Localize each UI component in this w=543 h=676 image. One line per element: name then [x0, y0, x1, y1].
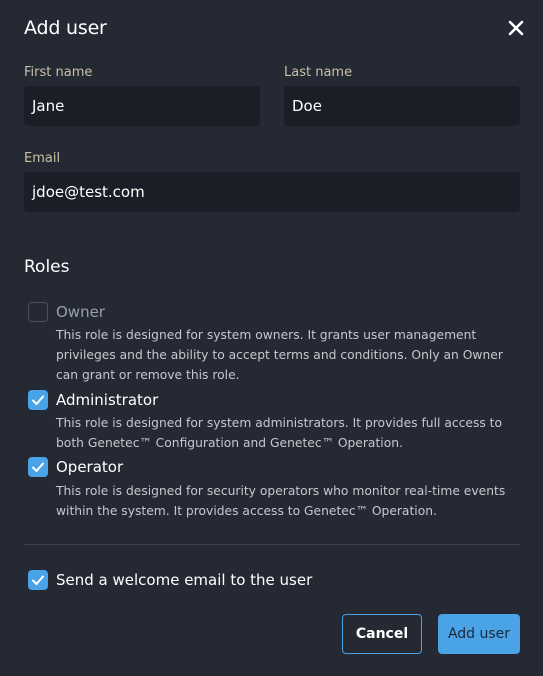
email-label: Email [24, 151, 61, 166]
role-description-owner: This role is designed for system owners. It grants user management privileges and the ability to accept terms and conditions. Only an Owner can grant or remove this role. [56, 328, 503, 382]
welcome-email-label: Send a welcome email to the user [56, 571, 313, 589]
role-name-administrator: Administrator [56, 391, 159, 409]
welcome-email-checkbox[interactable] [28, 570, 48, 590]
last-name-label: Last name [284, 65, 353, 80]
last-name-field[interactable]: Doe [284, 86, 520, 126]
first-name-label: First name [24, 65, 93, 80]
role-name-owner: Owner [56, 303, 105, 321]
owner-checkbox[interactable] [28, 302, 48, 322]
add-user-button[interactable]: Add user [438, 614, 520, 654]
role-description-operator: This role is designed for security operators who monitor real-time events within the system. It provides access to Genetec™ Operation. [56, 484, 506, 518]
roles-title: Roles [24, 257, 70, 277]
checkmark-icon [30, 392, 46, 408]
divider [24, 544, 520, 545]
administrator-checkbox[interactable] [28, 390, 48, 410]
dialog-title: Add user [24, 17, 107, 39]
operator-checkbox[interactable] [28, 457, 48, 477]
checkmark-icon [30, 459, 46, 475]
role-description-administrator: This role is designed for system administrators. It provides full access to both Genetec™ Configuration and Genetec™ Operation. [56, 416, 503, 450]
first-name-field[interactable]: Jane [24, 86, 260, 126]
close-icon [504, 16, 528, 40]
close-button[interactable] [504, 16, 528, 40]
email-field[interactable]: jdoe@test.com [24, 172, 520, 212]
role-name-operator: Operator [56, 458, 124, 476]
checkmark-icon [30, 572, 46, 588]
cancel-button[interactable]: Cancel [342, 614, 422, 654]
